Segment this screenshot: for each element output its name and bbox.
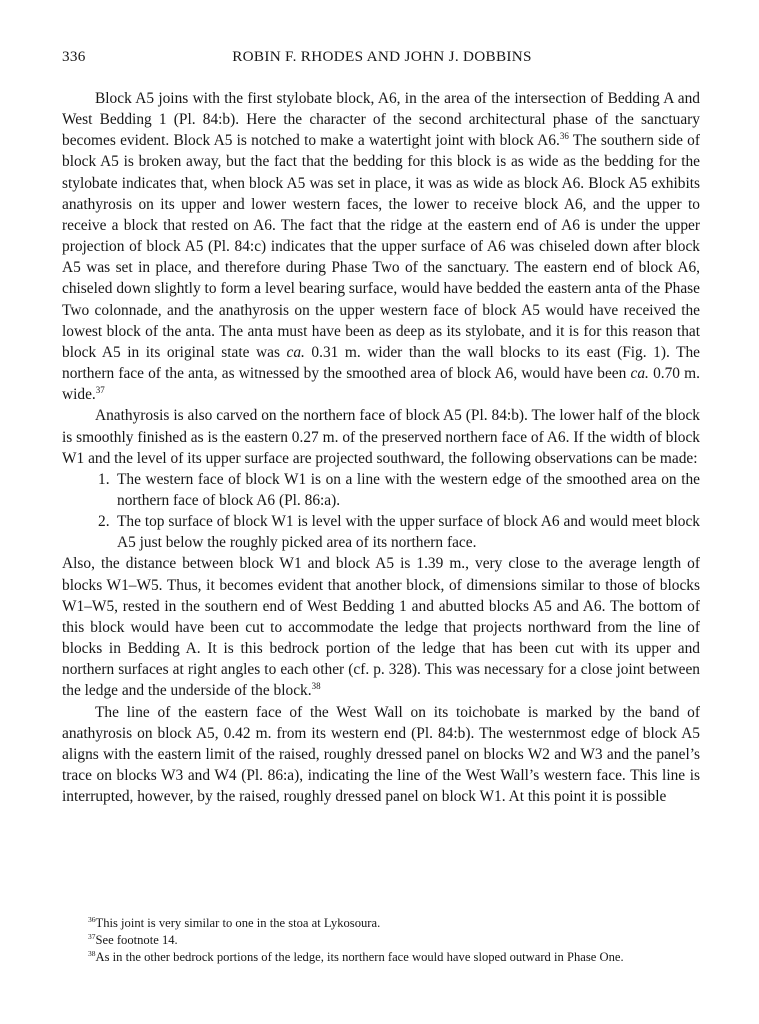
paragraph-3: Also, the distance between block W1 and block A5 is 1.39 m., very close to the average length of blocks W1–W5. Thus, it becomes evident that another block, of dimensions similar to those of blocks W1–W5, rested in the southern end of West Bedding 1 and abutted blocks A5 and A6. The bottom of this block would have been cut to accommodate the ledge that projects northward from the line of blocks in Bedding A. It is this bedrock portion of the ledge that has been cut with its upper and northern surfaces at right angles to each other (cf. p. 328). This was necessary for a close joint between the ledge and the underside of the block.$^{38}$ (62, 555, 700, 700)
body-text (62, 88, 700, 807)
observation-list (62, 469, 700, 554)
paragraph-1: Block A5 joins with the first stylobate block, A6, in the area of the intersection of Bedding A and West Bedding 1 (Pl. 84:b). Here the character of the second architectural phase of the sanctuary becomes evident. Block A5 is notched to make a watertight joint with block A6.36 The southern side of block A5 is broken away, but the fact that the bedding for this block is as wide as the bedding for the stylobate indicates that, when block A5 was set in place, it was as wide as block A6. Block A5 exhibits anathyrosis on its upper and lower western faces, the lower to receive block A6, and the upper to receive a block that rested on A6. The fact that the ridge at the eastern end of A6 is under the upper projection of block A5 (Pl. 84:c) indicates that the upper surface of A6 was chiseled down after block A5 was set in place, and therefore during Phase Two of the sanctuary. The eastern end of block A6, chiseled down slightly to form a level bearing surface, would have bedded the eastern anta of the Phase Two colonnade, and the anathyrosis on the upper western face of block A5 would have received the lowest block of the anta. The anta must have been as deep as its stylobate, and it is for this reason that block A5 in its original state was ca. 0.31 m. wider than the wall blocks to its east (Fig. 1). The northern face of the anta, as witnessed by the smoothed area of block A6, would have been ca. 0.70 m. wide.$^{37}$ (62, 90, 701, 404)
footnote-ref-38[interactable]: 38 (311, 681, 321, 692)
paragraph-4: The line of the eastern face of the West Wall on its toichobate is marked by the band of anathyrosis on block A5, 0.42 m. from its western end (Pl. 84:b). The westernmost edge of block A5 aligns with the eastern limit of the raised, roughly dressed panel on blocks W2 and W3 and the panel’s trace on blocks W3 and W4 (Pl. 86:a), indicating the line of the West Wall’s western face. This line is interrupted, however, by the raised, roughly dressed panel on block W1. At this point it is possible (62, 703, 700, 806)
footnote-36: $^{36}$This joint is very similar to one in the stoa at Lykosoura. (88, 915, 381, 930)
paragraph-2: Anathyrosis is also carved on the northern face of block A5 (Pl. 84:b). The lower half of the block is smoothly finished as is the eastern 0.27 m. of the preserved northern face of A6. If the width of block W1 and the level of its upper surface are projected southward, the following observations can be made: (62, 407, 700, 467)
list-item: 2. The top surface of block W1 is level with the upper surface of block A6 and would meet block A5 just below the roughly picked area of its northern face. (98, 513, 700, 552)
footnote-38: $^{38}$As in the other bedrock portions of the ledge, its northern face would have sloped outward in Phase One. (88, 949, 624, 964)
footnote-ref-36[interactable]: 36 (559, 131, 569, 142)
footnote-ref-37[interactable]: 37 (95, 385, 105, 396)
list-item: 1. The western face of block W1 is on a line with the western edge of the smoothed area on the northern face of block A6 (Pl. 86:a). (98, 470, 700, 509)
page-number: 336 (62, 48, 86, 65)
footnotes (62, 915, 700, 966)
running-head: ROBIN F. RHODES AND JOHN J. DOBBINS (232, 48, 532, 65)
footnote-37: $^{37}$See footnote 14. (88, 932, 178, 947)
